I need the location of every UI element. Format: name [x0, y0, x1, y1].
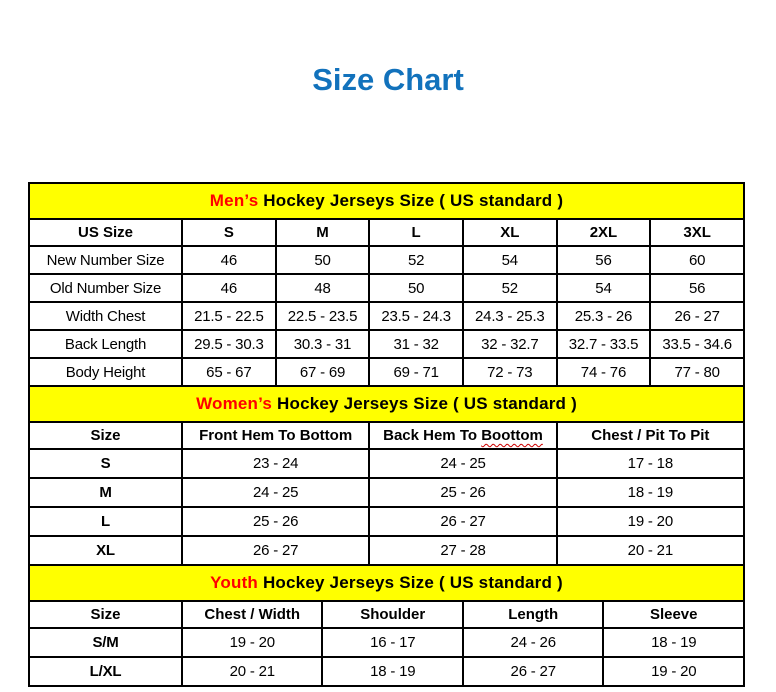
column-header: Front Hem To Bottom	[182, 422, 369, 449]
section-header-womens	[29, 386, 744, 422]
section-title-accent: Youth	[210, 573, 259, 592]
row-label: New Number Size	[29, 246, 182, 274]
column-header: Size	[29, 601, 182, 628]
section-title-mens	[29, 183, 744, 219]
column-header: S	[182, 219, 276, 246]
size-value-cell: 52	[369, 246, 463, 274]
section-title-accent: Women’s	[196, 394, 273, 413]
column-header: Size	[29, 422, 182, 449]
size-value-cell: 33.5 - 34.6	[650, 330, 744, 358]
size-value-cell: 24 - 25	[369, 449, 556, 478]
size-value-cell: 56	[557, 246, 651, 274]
column-header: Back Hem To Boottom	[369, 422, 556, 449]
size-value-cell: 23.5 - 24.3	[369, 302, 463, 330]
column-header: M	[276, 219, 370, 246]
size-value-cell: 26 - 27	[650, 302, 744, 330]
table-row	[29, 628, 744, 657]
table-row	[29, 302, 744, 330]
misspelled-word: Boottom	[481, 427, 543, 444]
table-row	[29, 274, 744, 302]
section-title-rest: Hockey Jerseys Size ( US standard )	[258, 573, 563, 592]
size-value-cell: 18 - 19	[603, 628, 744, 657]
size-value-cell: 48	[276, 274, 370, 302]
table-row	[29, 330, 744, 358]
size-value-cell: 65 - 67	[182, 358, 276, 386]
row-label: L	[29, 507, 182, 536]
row-label: Width Chest	[29, 302, 182, 330]
size-value-cell: 72 - 73	[463, 358, 557, 386]
size-value-cell: 19 - 20	[557, 507, 744, 536]
column-header: L	[369, 219, 463, 246]
page-title: Size Chart	[312, 62, 464, 97]
section-title-rest: Hockey Jerseys Size ( US standard )	[272, 394, 577, 413]
row-label: L/XL	[29, 657, 182, 686]
size-value-cell: 20 - 21	[182, 657, 322, 686]
size-value-cell: 56	[650, 274, 744, 302]
size-value-cell: 27 - 28	[369, 536, 556, 565]
size-value-cell: 50	[369, 274, 463, 302]
size-value-cell: 25 - 26	[182, 507, 369, 536]
size-value-cell: 26 - 27	[182, 536, 369, 565]
size-value-cell: 20 - 21	[557, 536, 744, 565]
size-table-mens	[28, 182, 745, 387]
size-value-cell: 46	[182, 274, 276, 302]
size-value-cell: 16 - 17	[322, 628, 462, 657]
size-value-cell: 52	[463, 274, 557, 302]
column-header: 2XL	[557, 219, 651, 246]
size-value-cell: 23 - 24	[182, 449, 369, 478]
size-value-cell: 54	[557, 274, 651, 302]
size-value-cell: 24 - 25	[182, 478, 369, 507]
size-value-cell: 24.3 - 25.3	[463, 302, 557, 330]
column-header: US Size	[29, 219, 182, 246]
row-label: M	[29, 478, 182, 507]
size-value-cell: 50	[276, 246, 370, 274]
column-header-row-womens	[29, 422, 744, 449]
size-value-cell: 46	[182, 246, 276, 274]
table-row	[29, 478, 744, 507]
row-label: Old Number Size	[29, 274, 182, 302]
size-value-cell: 18 - 19	[557, 478, 744, 507]
column-header: Length	[463, 601, 603, 628]
size-value-cell: 17 - 18	[557, 449, 744, 478]
size-table-youth	[28, 564, 745, 687]
section-title-accent: Men’s	[209, 191, 259, 210]
table-row	[29, 507, 744, 536]
size-value-cell: 67 - 69	[276, 358, 370, 386]
size-value-cell: 19 - 20	[182, 628, 322, 657]
row-label: Back Length	[29, 330, 182, 358]
size-value-cell: 54	[463, 246, 557, 274]
size-value-cell: 32.7 - 33.5	[557, 330, 651, 358]
size-tables-container	[28, 182, 745, 687]
column-header: Chest / Pit To Pit	[557, 422, 744, 449]
row-label: XL	[29, 536, 182, 565]
column-header: Sleeve	[603, 601, 744, 628]
table-row	[29, 246, 744, 274]
column-header-row-mens	[29, 219, 744, 246]
column-header: 3XL	[650, 219, 744, 246]
size-value-cell: 77 - 80	[650, 358, 744, 386]
column-header: Chest / Width	[182, 601, 322, 628]
size-value-cell: 60	[650, 246, 744, 274]
size-value-cell: 22.5 - 23.5	[276, 302, 370, 330]
section-title-youth	[29, 565, 744, 601]
size-value-cell: 25 - 26	[369, 478, 556, 507]
section-title-rest: Hockey Jerseys Size ( US standard )	[258, 191, 564, 210]
row-label: S/M	[29, 628, 182, 657]
table-row	[29, 657, 744, 686]
size-value-cell: 26 - 27	[463, 657, 603, 686]
column-header-row-youth	[29, 601, 744, 628]
table-row	[29, 358, 744, 386]
size-value-cell: 32 - 32.7	[463, 330, 557, 358]
size-value-cell: 29.5 - 30.3	[182, 330, 276, 358]
size-value-cell: 24 - 26	[463, 628, 603, 657]
column-header: Shoulder	[322, 601, 462, 628]
size-value-cell: 19 - 20	[603, 657, 744, 686]
size-value-cell: 18 - 19	[322, 657, 462, 686]
size-value-cell: 69 - 71	[369, 358, 463, 386]
size-value-cell: 74 - 76	[557, 358, 651, 386]
size-value-cell: 31 - 32	[369, 330, 463, 358]
size-value-cell: 21.5 - 22.5	[182, 302, 276, 330]
section-title-womens	[29, 386, 744, 422]
size-chart-page	[0, 62, 776, 692]
size-table-womens	[28, 385, 745, 566]
column-header: XL	[463, 219, 557, 246]
row-label: S	[29, 449, 182, 478]
size-value-cell: 30.3 - 31	[276, 330, 370, 358]
size-value-cell: 26 - 27	[369, 507, 556, 536]
row-label: Body Height	[29, 358, 182, 386]
section-header-youth	[29, 565, 744, 601]
size-value-cell: 25.3 - 26	[557, 302, 651, 330]
section-header-mens	[29, 183, 744, 219]
table-row	[29, 536, 744, 565]
table-row	[29, 449, 744, 478]
